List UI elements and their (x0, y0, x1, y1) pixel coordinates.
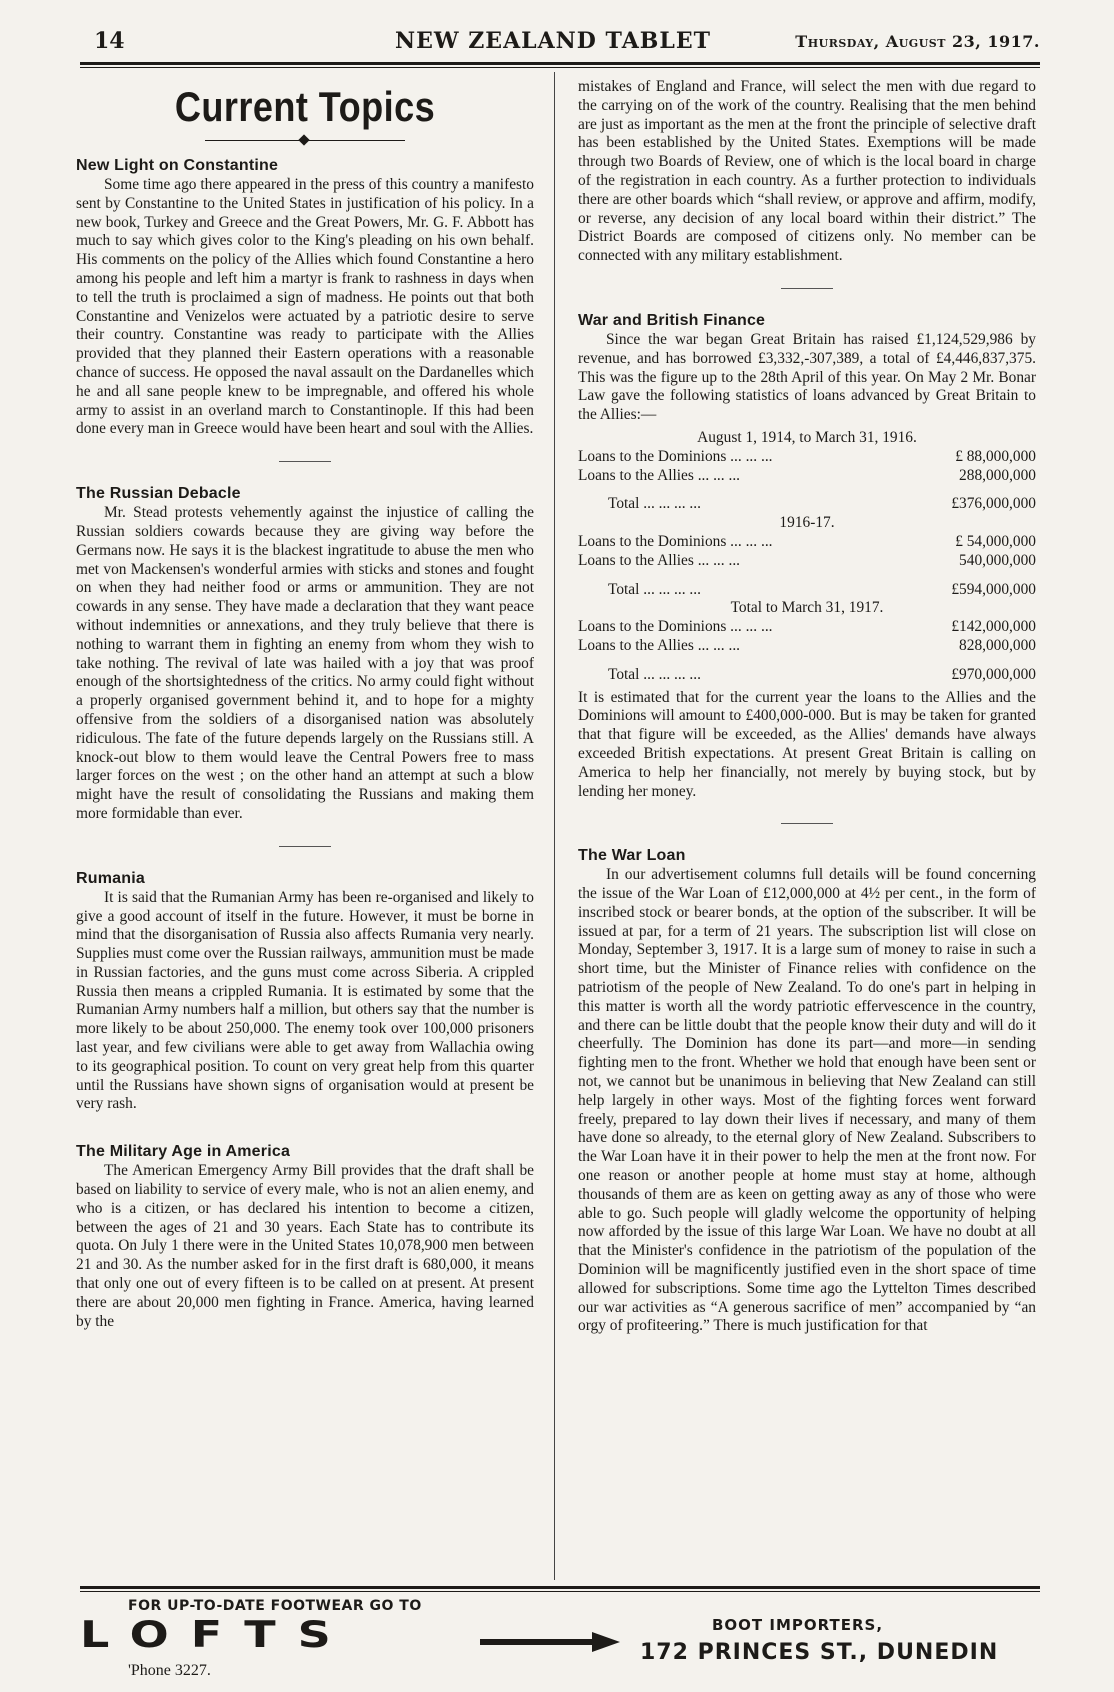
loans-period: Total to March 31, 1917. (730, 599, 884, 617)
loans-amount: £594,000,000 (951, 580, 1036, 598)
loans-row (578, 533, 1036, 552)
loans-amount: 288,000,000 (959, 466, 1036, 484)
article-russian-debacle: Mr. Stead protests vehemently against the injustice of calling the Russian soldiers cowards because they are giving way before the Germans now. He says it is the blackest ingratitude to abuse the men who met von Mackensen's wonderful armies with sticks and stones and fought on when they had neither food or arms or ammunition. They are not cowards in any sense. They have made a declaration that they want peace without indemnities or annexations, and they truly believe that there is nothing to warrant them in fighting an enemy from whom they wish to take nothing. The revival of late was hailed with a joy that was proof enough of the shortsightedness of the critics. No army could fight without a properly organised government behind it, and to hope for a mighty offensive from the soldiers of a disorganised nation was absolutely ridiculous. The fate of the future depends largely on the Russians still. A knock-out blow to them would leave the Central Powers free to mass larger forces on the west ; on the other hand an attempt at such a blow might have the result of consolidating the Russians and making them more formidable than ever. (76, 504, 534, 822)
loans-label: Loans to the Allies ... ... ... (578, 466, 741, 484)
loans-label: Total ... ... ... ... (608, 495, 701, 513)
loans-label: Loans to the Allies ... ... ... (578, 636, 741, 654)
ad-address: 172 PRINCES ST., DUNEDIN (640, 1640, 999, 1665)
section-separator (279, 461, 331, 462)
loans-total-row (578, 666, 1036, 685)
loans-amount: 540,000,000 (959, 551, 1036, 569)
section-separator (781, 288, 833, 289)
loans-amount: £142,000,000 (951, 618, 1036, 636)
loans-period: August 1, 1914, to March 31, 1916. (697, 428, 917, 446)
page-title: Current Topics (174, 83, 436, 130)
loans-amount: £ 88,000,000 (955, 447, 1036, 465)
loans-label: Loans to the Allies ... ... ... (578, 551, 741, 569)
loans-amount: £376,000,000 (951, 495, 1036, 513)
article-military-age: The American Emergency Army Bill provides that the draft shall be based on liability to service of every male, who is not an alien enemy, and who is a citizen, or has declared his intention to become a citizen, between the ages of 21 and 30 years. Each State has to contribute its quota. On July 1 there were in the United States 10,078,900 men between 21 and 30. As the number asked for in the first draft is 680,000, it means that only one out of every fifteen is to be called on at present. At present there are about 20,000 men fighting in France. America, having learned by the (76, 1162, 534, 1330)
heading-military-age: The Military Age in America (76, 1143, 291, 1161)
heading-russian-debacle: The Russian Debacle (76, 485, 241, 503)
heading-war-loan: The War Loan (578, 847, 686, 865)
right-column (578, 78, 1036, 1336)
loans-row (578, 552, 1036, 571)
header-rule (80, 62, 1040, 65)
page-number: 14 (94, 28, 125, 54)
loans-total-row (578, 581, 1036, 600)
heading-war-finance: War and British Finance (578, 311, 766, 329)
loans-label: Total ... ... ... ... (608, 580, 701, 598)
loans-amount: £ 54,000,000 (955, 532, 1036, 550)
issue-date: Thursday, August 23, 1917. (795, 32, 1040, 51)
left-column (76, 78, 534, 1331)
loans-total-row (578, 495, 1036, 514)
masthead: NEW ZEALAND TABLET (395, 28, 711, 54)
header-rule-thin (80, 67, 1040, 68)
title-ornament (205, 136, 405, 146)
loans-label: Total ... ... ... ... (608, 665, 701, 683)
article-war-finance-outro: It is estimated that for the current year the loans to the Allies and the Dominions will amount to £400,000-000. But is may be taken for granted that that figure will be exceeded, as the Allies' demands have always exceeded British expectations. At present Great Britain is calling on America to help her financially, not merely by buying stock, but by lending her money. (578, 688, 1036, 800)
ad-tagline: FOR UP-TO-DATE FOOTWEAR GO TO (128, 1598, 422, 1614)
loans-amount: £970,000,000 (951, 665, 1036, 683)
article-military-age-continued: mistakes of England and France, will select the men with due regard to the carrying on of the work of the country. Realising that the men behind are just as important as the men at the front the principle of selective draft has been established by the United States. Exemptions will be made through two Boards of Review, one of which is the local board in charge of the registration in each country. As a further protection to individuals there are other boards which “shall review, or approve and affirm, modify, or reverse, any decision of any local board within their district.” The District Boards are composed of citizens only. No member can be connected with any military establishment. (578, 78, 1036, 265)
ad-phone: 'Phone 3227. (128, 1662, 211, 1679)
loans-row (578, 448, 1036, 467)
ad-rule (80, 1586, 1040, 1589)
heading-constantine: New Light on Constantine (76, 157, 279, 174)
page-header (80, 28, 1040, 58)
loans-row (578, 618, 1036, 637)
article-rumania: It is said that the Rumanian Army has been re-organised and likely to give a good account of itself in the future. However, it must be borne in mind that the disorganisation of Russia also affects Rumania very nearly. Supplies must come over the Russian railways, ammunition must be made in Russian factories, and the guns must come across Siberia. A crippled Russia then means a crippled Rumania. It is estimated by some that the Rumanian Army numbers half a million, but others say that the number is more likely to be about 250,000. The enemy took over 100,000 prisoners last year, and few civilians were able to get away from Wallachia owing to its geographical position. To count on very great help from this quarter until the Russians have shown signs of organisation would at present be very rash. (76, 888, 534, 1113)
section-separator (781, 823, 833, 824)
loans-table (578, 429, 1036, 685)
loans-label: Loans to the Dominions ... ... ... (578, 447, 773, 465)
loans-row (578, 467, 1036, 486)
section-separator (279, 846, 331, 847)
article-war-finance-intro: Since the war began Great Britain has raised £1,124,529,986 by revenue, and has borrowed £3,332,-307,389, a total of £4,446,837,375. This was the figure up to the 28th April of this year. On May 2 Mr. Bonar Law gave the following statistics of loans advanced by Great Britain to the Allies:— (578, 330, 1036, 424)
ad-arrow-icon (480, 1632, 620, 1652)
loans-label: Loans to the Dominions ... ... ... (578, 618, 773, 636)
ad-brand-name: LOFTS (80, 1612, 353, 1656)
article-constantine: Some time ago there appeared in the press of this country a manifesto sent by Constantine to the United States in justification of his policy. In a new book, Turkey and Greece and the Great Powers, Mr. G. F. Abbott has much to say which gives color to the King's pleading on his own behalf. His comments on the policy of the Allies which found Constantine a hero among his people and left him a martyr is frank to rashness in days when to tell the truth is proclaimed a sign of madness. He points out that both Constantine and Venizelos were actuated by a patriotic desire to serve their country. Constantine was ready to participate with the Allies provided that they planned their Eastern operations with a reasonable chance of success. He opposed the naval assault on the Dardanelles which he and all sane people knew to be impregnable, and offered his whole army to assist in an overland march to Constantinople. If this had been done every man in Greece would have been heart and soul with the Allies. (76, 176, 534, 438)
ad-business-type: BOOT IMPORTERS, (712, 1616, 884, 1634)
heading-rumania: Rumania (76, 869, 145, 887)
loans-label: Loans to the Dominions ... ... ... (578, 532, 773, 550)
footer-advertisement (80, 1586, 1040, 1686)
ad-rule-thin (80, 1591, 1040, 1592)
article-war-loan: In our advertisement columns full details will be found concerning the issue of the War Loan of £12,000,000 at 4½ per cent., in the form of inscribed stock or bearer bonds, at the option of the subscriber. It will be issued at par, for a term of 21 years. The subscription list will close on Monday, September 3, 1917. It is a large sum of money to raise in such a short time, but the Minister of Finance relies with confidence on the patriotism of the people of New Zealand. To do one's part in helping in this matter is worth all the wordy patriotic effervescence in the country, and there can be little doubt that the people know their duty and will do it cheerfully. The Dominion has done its part—and more—in sending fighting men to the front. Whether we hold that enough have been sent or not, we cannot but be unanimous in believing that New Zealand can still help largely in other ways. Most of the fighting forces went forward freely, prepared to lay down their lives if necessary, and many of them have done so already, to the eternal glory of New Zealand. Subscribers to the War Loan have it in their power to help the men at the front now. For one reason or another people at home must stay at home, although thousands of them are as keen on getting away as any of those who were able to go. Such people will gladly welcome the opportunity of helping now afforded by the issue of this large War Loan. We have no doubt at all that the Minister's confidence in the patriotism of the population of the Dominion will be magnificently justified even in the short space of time allowed for subscriptions. Some time ago the Lyttelton Times described our war activities as “A generous sacrifice of men” accompanied by “an orgy of profiteering.” There is much justification for that (578, 866, 1036, 1335)
loans-amount: 828,000,000 (959, 636, 1036, 654)
loans-period: 1916-17. (779, 514, 835, 532)
column-divider (554, 72, 555, 1580)
loans-row (578, 637, 1036, 656)
